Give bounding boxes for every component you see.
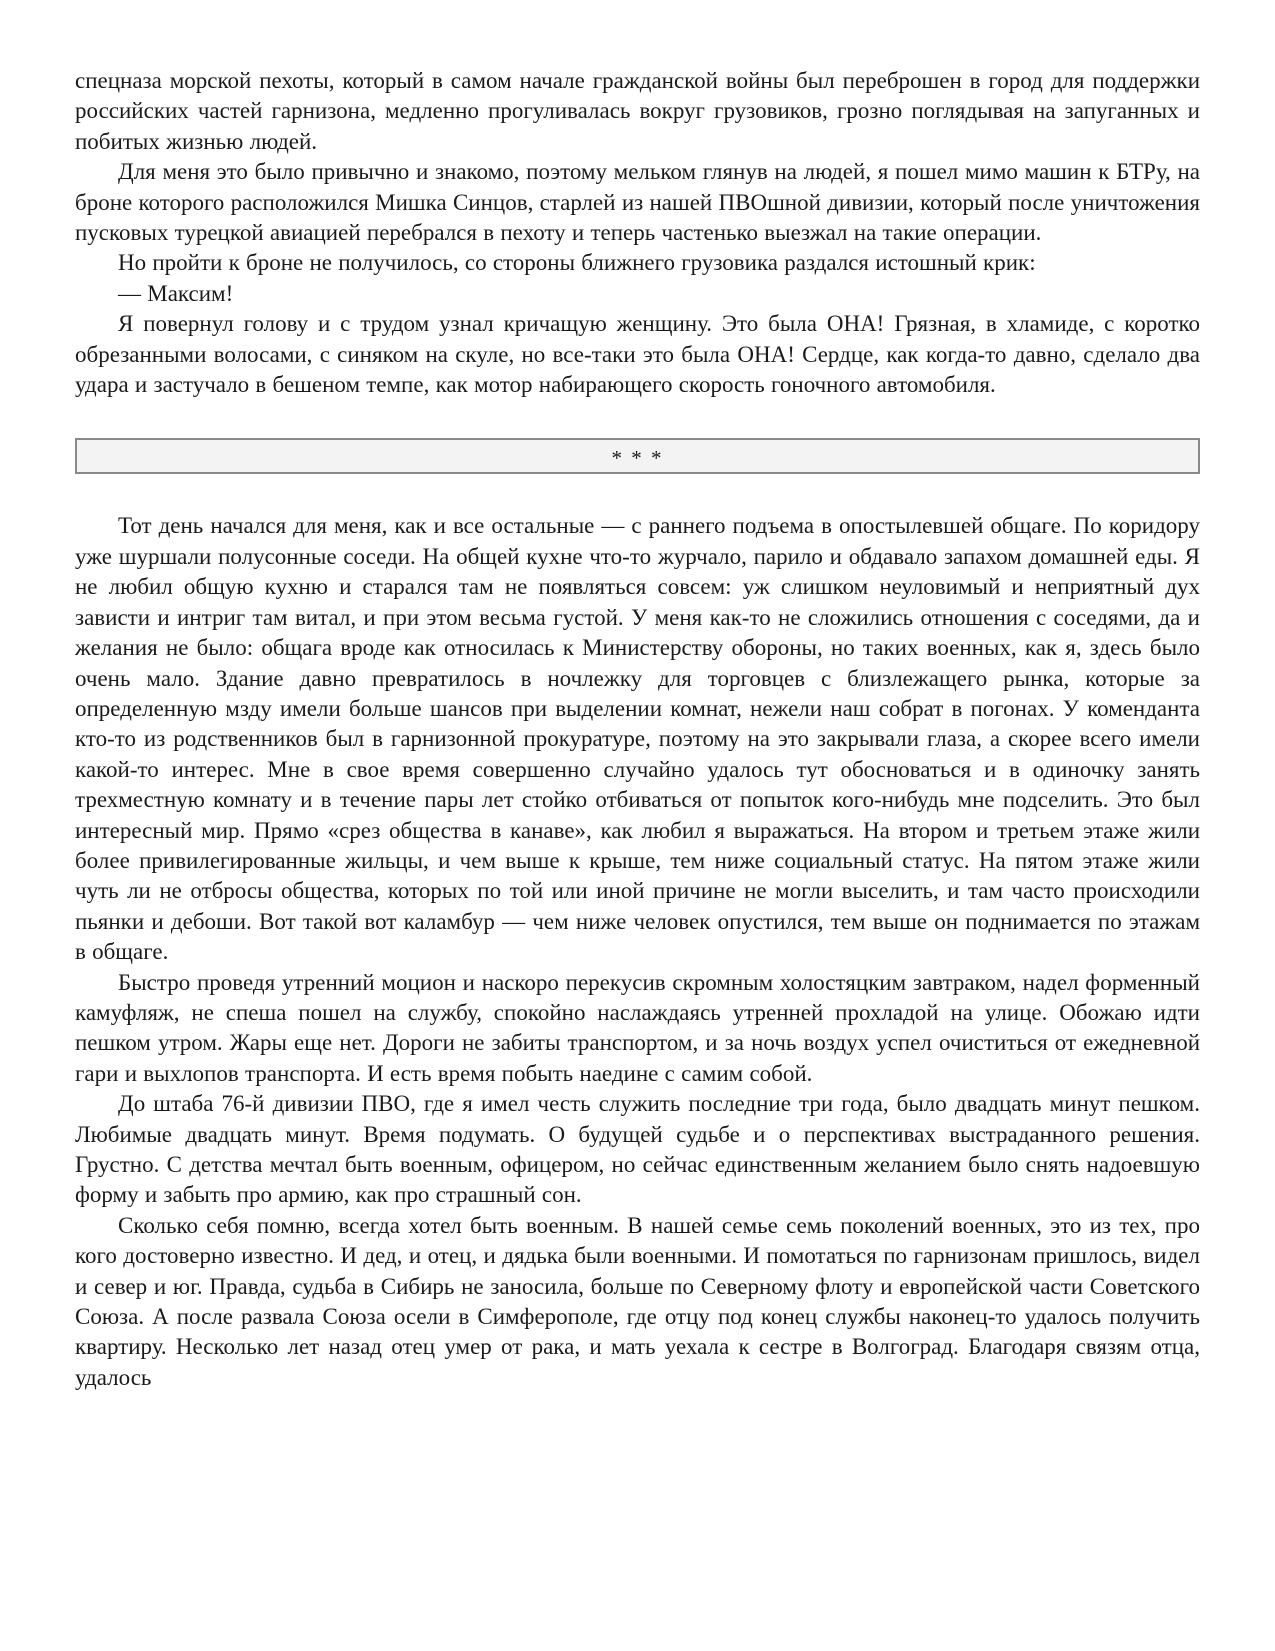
dialog-line: — Максим! bbox=[118, 280, 234, 306]
paragraph: Но пройти к броне не получилось, со стороны ближнего грузовика раздался истошный крик: bbox=[118, 250, 1036, 276]
paragraph: Быстро проведя утренний моцион и наскоро перекусив скромным холостяцким завтраком, надел форменный камуфляж, не спеша пошел на службу, спокойно наслаждаясь утренней прохладой на улице. Обожаю идти пешком утром. Жары еще нет. Дороги не забиты транспортом, и за ночь воздух успел очиститься от ежедневной гари и выхлопов транспорта. И есть время побыть наедине с самим собой. bbox=[75, 969, 1200, 1086]
paragraph: спецназа морской пехоты, который в самом начале гражданской войны был переброшен в город для поддержки российских частей гарнизона, медленно прогуливалась вокруг грузовиков, грозно поглядывая на запуганных и побитых жизнью людей. bbox=[75, 68, 1200, 154]
paragraph: Я повернул голову и с трудом узнал кричащую женщину. Это была ОНА! Грязная, в хламиде, с коротко обрезанными волосами, с синяком на скуле, но все-таки это была ОНА! Сердце, как когда-то давно, сделало два удара и застучало в бешеном темпе, как мотор набирающего скорость гоночного автомобиля. bbox=[75, 311, 1200, 398]
paragraph: До штаба 76-й дивизии ПВО, где я имел честь служить последние три года, было двадцать минут пешком. Любимые двадцать минут. Время подумать. О будущей судьбе и о перспективах выстраданного решения. Грустно. С детства мечтал быть военным, офицером, но сейчас единственным желанием было снять надоевшую форму и забыть про армию, как про страшный сон. bbox=[75, 1091, 1200, 1208]
paragraph: Тот день начался для меня, как и все остальные — с раннего подъема в опостылевшей общаге. По коридору уже шуршали полусонные соседи. На общей кухне что-то журчало, парило и обдавало запахом домашней еды. Я не любил общую кухню и старался там не появляться совсем: уж слишком неуловимый и неприятный дух зависти и интриг там витал, и при этом весьма густой. У меня как-то не сложились отношения с соседями, да и желания не было: общага вроде как относилась к Министерству обороны, но таких военных, как я, здесь было очень мало. Здание давно превратилось в ночлежку для торговцев с близлежащего рынка, которые за определенную мзду имели больше шансов при выделении комнат, нежели наш собрат в погонах. У коменданта кто-то из родственников был в гарнизонной прокуратуре, поэтому на это закрывали глаза, а скорее всего имели какой-то интерес. Мне в свое время совершенно случайно удалось тут обосноваться и в одиночку занять трехместную комнату и в течение пары лет стойко отбиваться от попыток кого-нибудь мне подселить. Это был интересный мир. Прямо «срез общества в канаве», как любил я выражаться. На втором и третьем этаже жили более привилегированные жильцы, и чем выше к крыше, тем ниже социальный статус. На пятом этаже жили чуть ли не отбросы общества, которых по той или иной причине не могли выселить, и там часто происходили пьянки и дебоши. Вот такой вот каламбур — чем ниже человек опустился, тем выше он поднимается по этажам в общаге. bbox=[75, 513, 1200, 965]
paragraph: Для меня это было привычно и знакомо, поэтому мельком глянув на людей, я пошел мимо машин к БТРу, на броне которого расположился Мишка Синцов, старлей из нашей ПВОшной дивизии, который после уничтожения пусковых турецкой авиацией перебрался в пехоту и теперь частенько выезжал на такие операции. bbox=[75, 159, 1200, 246]
scene-separator-label: * * * bbox=[611, 445, 664, 470]
scene-separator bbox=[75, 438, 1200, 474]
paragraph: Сколько себя помню, всегда хотел быть военным. В нашей семье семь поколений военных, это из тех, про кого достоверно известно. И дед, и отец, и дядька были военными. И помотаться по гарнизонам пришлось, видел и север и юг. Правда, судьба в Сибирь не заносила, больше по Северному флоту и европейской части Советского Союза. А после развала Союза осели в Симферополе, где отцу под конец службы наконец-то удалось получить квартиру. Несколько лет назад отец умер от рака, и мать уехала к сестре в Волгоград. Благодаря связям отца, удалось bbox=[75, 1212, 1200, 1390]
